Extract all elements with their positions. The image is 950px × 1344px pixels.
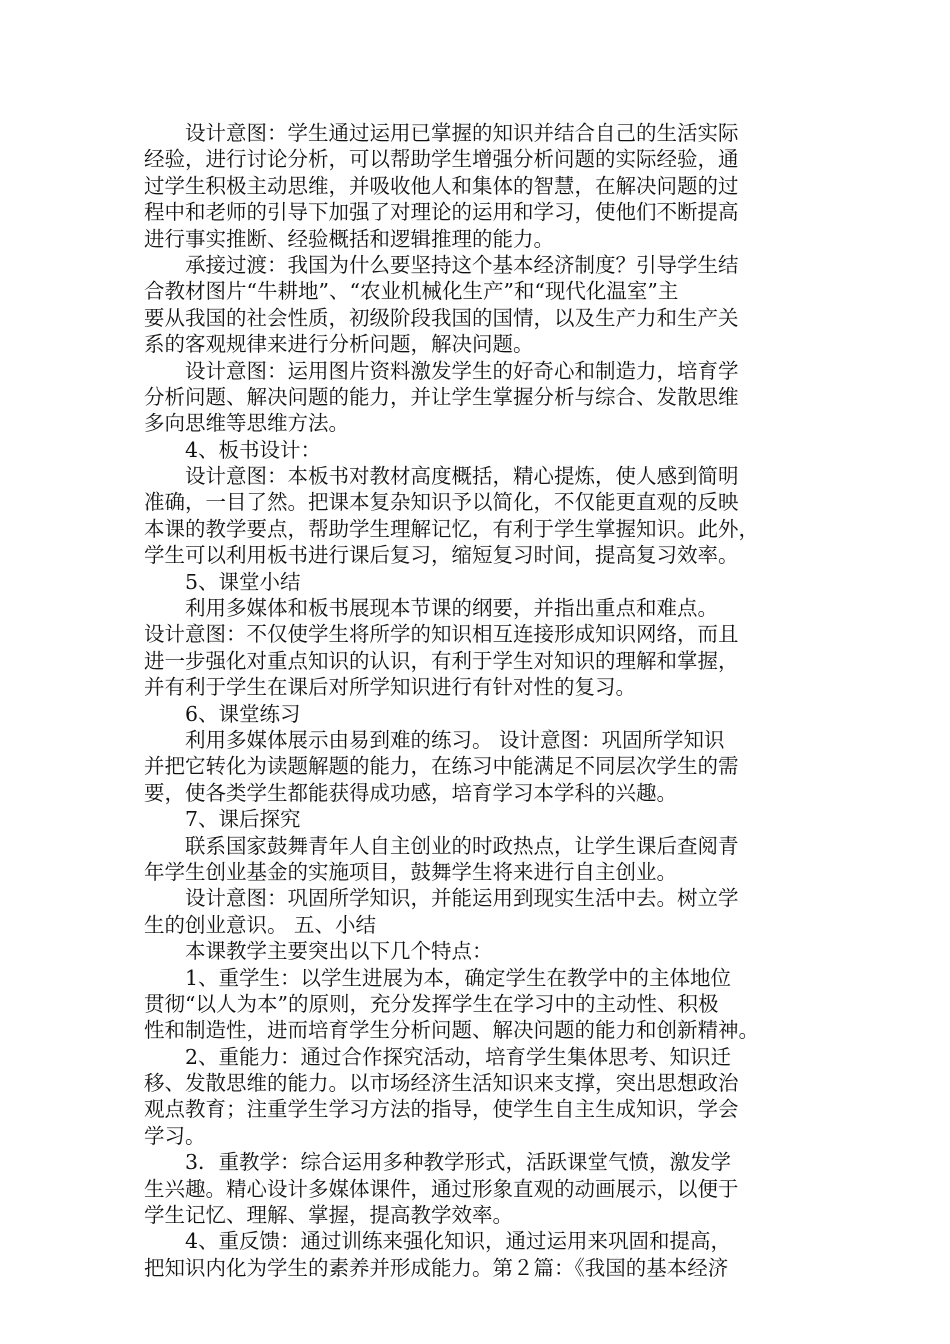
text-line: 设计意图：巩固所学知识，并能运用到现实生活中去。树立学 xyxy=(144,886,739,911)
text-line: 要从我国的社会性质，初级阶段我国的国情，以及生产力和生产关 xyxy=(144,305,739,330)
text-line: 进一步强化对重点知识的认识，有利于学生对知识的理解和掌握， xyxy=(144,648,739,673)
text-line: 准确，一目了然。把课本复杂知识予以简化，不仅能更直观的反映 xyxy=(144,490,739,515)
text-line: 4、板书设计： xyxy=(144,437,322,462)
text-line: 观点教育；注重学生学习方法的指导，使学生自主生成知识，学会 xyxy=(144,1097,739,1122)
document-body xyxy=(144,120,814,1281)
text-line: 生兴趣。精心设计多媒体课件，通过形象直观的动画展示，以便于 xyxy=(144,1176,739,1201)
text-line: 过学生积极主动思维，并吸收他人和集体的智慧，在解决问题的过 xyxy=(144,173,739,198)
text-line: 性和制造性，进而培育学生分析问题、解决问题的能力和创新精神。 xyxy=(144,1018,759,1043)
text-line: 学生可以利用板书进行课后复习，缩短复习时间，提高复习效率。 xyxy=(144,543,739,568)
text-line: 7、课后探究 xyxy=(144,807,301,832)
text-line: 移、发散思维的能力。以市场经济生活知识来支撑，突出思想政治 xyxy=(144,1071,739,1096)
text-line: 并有利于学生在课后对所学知识进行有针对性的复习。 xyxy=(144,675,636,700)
text-line: 学习。 xyxy=(144,1123,206,1148)
text-line: 程中和老师的引导下加强了对理论的运用和学习，使他们不断提高 xyxy=(144,200,739,225)
text-line: 本课的教学要点，帮助学生理解记忆，有利于学生掌握知识。此外， xyxy=(144,516,759,541)
text-line: 3．重教学：综合运用多种教学形式，活跃课堂气愤，激发学 xyxy=(144,1150,732,1175)
text-line: 分析问题、解决问题的能力，并让学生掌握分析与综合、发散思维 xyxy=(144,384,739,409)
text-line: 经验，进行讨论分析，可以帮助学生增强分析问题的实际经验，通 xyxy=(144,147,739,172)
text-line: 多向思维等思维方法。 xyxy=(144,411,349,436)
text-line: 承接过渡：我国为什么要坚持这个基本经济制度？引导学生结 xyxy=(144,252,739,277)
text-line: 贯彻“以人为本”的原则，充分发挥学生在学习中的主动性、积极 xyxy=(144,991,719,1016)
text-line: 系的客观规律来进行分析问题，解决问题。 xyxy=(144,332,534,357)
text-line: 设计意图：运用图片资料激发学生的好奇心和制造力，培育学 xyxy=(144,358,739,383)
text-line: 设计意图：学生通过运用已掌握的知识并结合自己的生活实际 xyxy=(144,121,739,145)
text-line: 学生记忆、理解、掌握，提高教学效率。 xyxy=(144,1203,513,1228)
text-line: 设计意图：本板书对教材高度概括，精心提炼，使人感到简明 xyxy=(144,464,739,489)
text-line: 并把它转化为读题解题的能力，在练习中能满足不同层次学生的需 xyxy=(144,754,739,779)
text-line: 本课教学主要突出以下几个特点： xyxy=(144,939,493,964)
text-line: 设计意图：不仅使学生将所学的知识相互连接形成知识网络，而且 xyxy=(144,622,739,647)
text-line: 把知识内化为学生的素养并形成能力。第２篇：《我国的基本经济 xyxy=(144,1255,729,1280)
text-line: 合教材图片“牛耕地”、“农业机械化生产”和“现代化温室”主 xyxy=(144,279,679,304)
text-line: 5、课堂小结 xyxy=(144,569,301,594)
text-line: 生的创业意识。 五、小结 xyxy=(144,912,377,937)
text-line: 2、重能力：通过合作探究活动，培育学生集体思考、知识迁 xyxy=(144,1044,732,1069)
text-line: 4、重反馈：通过训练来强化知识，通过运用来巩固和提高， xyxy=(144,1229,732,1254)
text-line: 6、课堂练习 xyxy=(144,701,301,726)
text-line: 年学生创业基金的实施项目，鼓舞学生将来进行自主创业。 xyxy=(144,859,677,884)
text-line: 进行事实推断、经验概括和逻辑推理的能力。 xyxy=(144,226,554,251)
text-line: 要，使各类学生都能获得成功感，培育学习本学科的兴趣。 xyxy=(144,780,677,805)
text-line: 利用多媒体和板书展现本节课的纲要，并指出重点和难点。 xyxy=(144,596,718,621)
text-line: 利用多媒体展示由易到难的练习。 设计意图：巩固所学知识 xyxy=(144,727,725,752)
text-line: 1、重学生：以学生进展为本，确定学生在教学中的主体地位 xyxy=(144,965,732,990)
text-line: 联系国家鼓舞青年人自主创业的时政热点，让学生课后查阅青 xyxy=(144,833,739,858)
